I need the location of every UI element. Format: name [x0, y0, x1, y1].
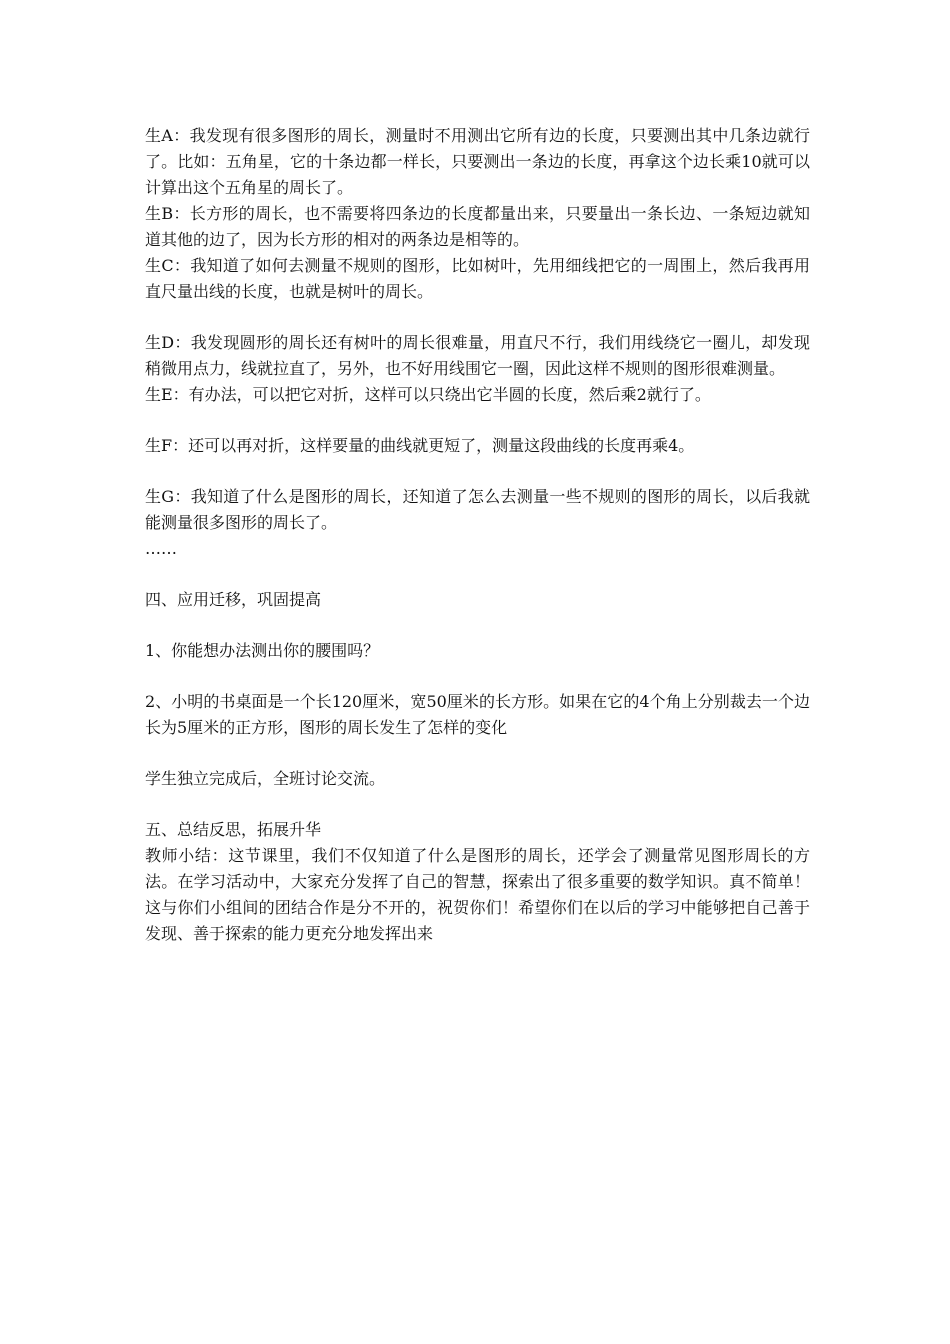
spacer: [145, 408, 810, 433]
spacer: [145, 741, 810, 766]
exercise-2: 2、小明的书桌面是一个长120厘米，宽50厘米的长方形。如果在它的4个角上分别裁去一个边长为5厘米的正方形，图形的周长发生了怎样的变化: [145, 692, 810, 737]
spacer: [145, 459, 810, 484]
student-c-paragraph: 生C：我知道了如何去测量不规则的图形，比如树叶，先用细线把它的一周围上，然后我再用直尺量出线的长度，也就是树叶的周长。: [145, 256, 810, 301]
teacher-summary: 教师小结：这节课里，我们不仅知道了什么是图形的周长，还学会了测量常见图形周长的方法。在学习活动中，大家充分发挥了自己的智慧，探索出了很多重要的数学知识。真不简单！这与你们小组间的团结合作是分不开的，祝贺你们！希望你们在以后的学习中能够把自己善于发现、善于探索的能力更充分地发挥出来: [145, 846, 810, 943]
student-g-paragraph: 生G：我知道了什么是图形的周长，还知道了怎么去测量一些不规则的图形的周长，以后我就能测量很多图形的周长了。: [145, 487, 810, 532]
exercise-1: 1、你能想办法测出你的腰围吗？: [145, 641, 380, 660]
student-f-paragraph: 生F：还可以再对折，这样要量的曲线就更短了，测量这段曲线的长度再乘4。: [145, 436, 695, 455]
spacer: [145, 305, 810, 330]
section-four-heading: 四、应用迁移，巩固提高: [145, 590, 322, 609]
spacer: [145, 613, 810, 638]
student-b-paragraph: 生B：长方形的周长，也不需要将四条边的长度都量出来，只要量出一条长边、一条短边就知道其他的边了，因为长方形的相对的两条边是相等的。: [145, 204, 810, 249]
document-body: [145, 123, 810, 947]
student-a-paragraph: 生A：我发现有很多图形的周长，测量时不用测出它所有边的长度，只要测出其中几条边就行了。比如：五角星，它的十条边都一样长，只要测出一条边的长度，再拿这个边长乘10就可以计算出这个五角星的周长了。: [145, 126, 810, 197]
spacer: [145, 664, 810, 689]
spacer: [145, 792, 810, 817]
spacer: [145, 562, 810, 587]
section-five-heading: 五、总结反思，拓展升华: [145, 820, 322, 839]
student-d-paragraph: 生D：我发现圆形的周长还有树叶的周长很难量，用直尺不行，我们用线绕它一圈儿，却发现稍微用点力，线就拉直了，另外，也不好用线围它一圈，因此这样不规则的图形很难测量。: [145, 333, 810, 378]
student-e-paragraph: 生E：有办法，可以把它对折，这样可以只绕出它半圆的长度，然后乘2就行了。: [145, 385, 711, 404]
ellipsis-line: ……: [145, 539, 177, 558]
discussion-note: 学生独立完成后，全班讨论交流。: [145, 769, 386, 788]
